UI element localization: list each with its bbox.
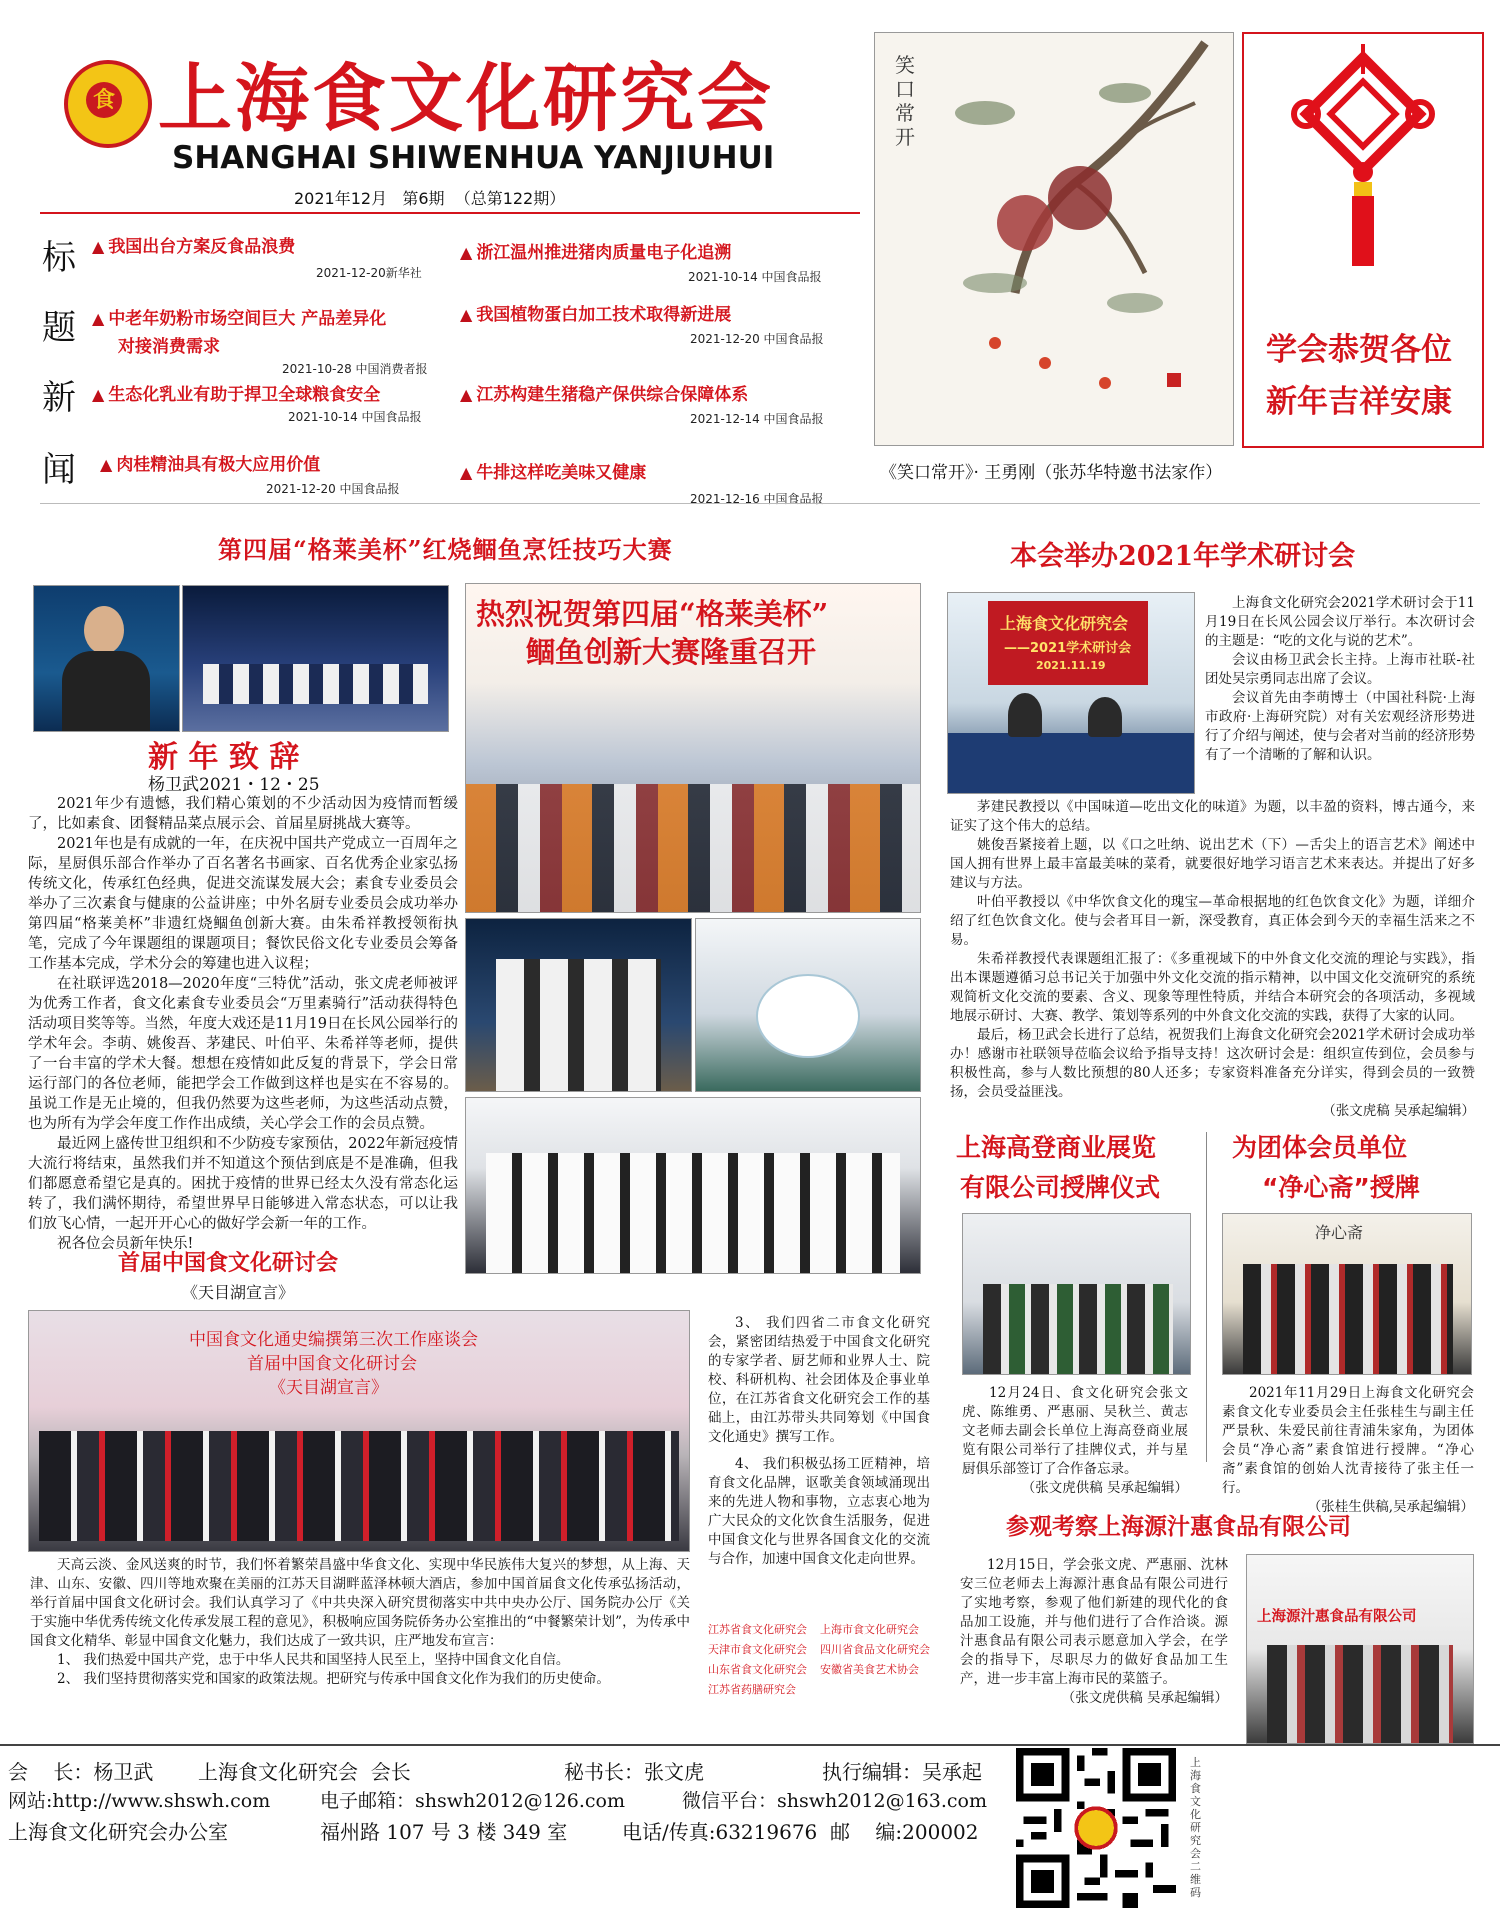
contest-group-photo — [465, 583, 921, 913]
signer: 山东省食文化研究会 — [708, 1663, 807, 1676]
chefs-photo — [465, 918, 692, 1092]
credit: （张文虎稿 吴承起编辑） — [1322, 1103, 1475, 1119]
painting-caption: 《笑口常开》· 王勇刚（张苏华特邀书法家作） — [880, 463, 1223, 483]
jingxin-photo — [1222, 1213, 1472, 1375]
yuanzhi-photo — [1246, 1554, 1474, 1744]
credit: （张文虎供稿 吴承起编辑） — [1061, 1690, 1228, 1706]
declaration-item: 3、 我们四省二市食文化研究会，紧密团结热爱于中国食文化研究的专家学者、厨艺师和业界人士、院校、科研机构、社会团体及企事业单位，在江苏省食文化研究会工作的基础上，由江苏带头共同筹划《中国食文化通史》撰写工作。 — [708, 1315, 930, 1445]
gaodeng-title — [956, 1128, 1160, 1204]
signer: 安徽省美食艺术协会 — [820, 1663, 919, 1676]
paragraph: 2021年也是有成就的一年，在庆祝中国共产党成立一百周年之际，星厨俱乐部合作举办了百名著名书画家、百名优秀企业家弘扬传统文化，传承红色经典，促进交流谋发展大会；素食专业委员会举办了三次素食与健康的公益讲座；中外名厨专业委员会成功举办第四届“格莱美杯”非遗红烧鲴鱼创新大赛。由朱希祥教授领衔执笔，完成了今年课题组的课题项目；餐饮民俗文化专业委员会筹备工作基本完成，学术分会的筹建也进入议程； — [28, 836, 458, 972]
speaker-photo — [33, 585, 180, 732]
credit: （张桂生供稿,吴承起编辑） — [1307, 1499, 1474, 1515]
paragraph: 叶伯平教授以《中华饮食文化的瑰宝—革命根据地的红色饮食文化》为题，详细介绍了红色饮食文化。使与会者耳目一新，深受教育，真正体会到今天的幸福生活来之不易。 — [950, 894, 1475, 948]
headline-link-cont[interactable]: 对接消费需求 — [118, 337, 220, 357]
headline-link[interactable]: ▲ 中老年奶粉市场空间巨大 产品差异化 — [92, 309, 387, 329]
paragraph: 最后，杨卫武会长进行了总结，祝贺我们上海食文化研究会2021学术研讨会成功举办！感谢市社联领导莅临会议给予指导支持！这次研讨会是：组织宣传到位，会员参与积极性高，参与人数比预想的80人还多；专家资料准备充分详实，得到会员的一致赞扬，会员受益匪浅。 — [950, 1027, 1475, 1100]
headline-link[interactable]: ▲ 牛排这样吃美味又健康 — [460, 463, 647, 483]
greeting-line1: 学会恭贺各位 — [1266, 332, 1452, 368]
signer: 江苏省药膳研究会 — [708, 1683, 796, 1696]
masthead-title: 上海食文化研究会 — [158, 56, 774, 142]
headline-source: 2021-10-14 中国食品报 — [288, 410, 422, 424]
footer-website[interactable]: 网站:http://www.shswh.com — [8, 1790, 271, 1812]
headline-side-char: 闻 — [42, 450, 76, 490]
gaodeng-title-line1: 上海高登商业展览 — [956, 1133, 1157, 1162]
paragraph: 姚俊吾紧接着上题，以《口之吐纳、说出艺术（下）—舌尖上的语言艺术》阐述中国人拥有世界上最丰富最美味的菜肴，就要很好地学习语言艺术来表达。并提出了好多建议与方法。 — [950, 837, 1475, 891]
jingxin-title — [1232, 1128, 1420, 1204]
seminar-first-banner-line2: 首届中国食文化研讨会 — [247, 1354, 417, 1374]
new-year-byline: 杨卫武2021・12・25 — [148, 775, 320, 795]
paragraph: 最近网上盛传世卫组织和不少防疫专家预估，2022年新冠疫情大流行将结束，虽然我们并不知道这个预估到底是不是准确，但我们都愿意希望它是真的。困扰于疫情的世界已经太久没有常态化运转了，我们满怀期待，希望世界早日能够进入常态状态，可以让我们放飞心情，一起开开心心的做好学会新一年的工作。 — [28, 1136, 458, 1232]
yuanzhi-title: 参观考察上海源汁惠食品有限公司 — [1006, 1513, 1351, 1540]
declaration-item: 1、 我们热爱中国共产党，忠于中华人民共和国坚持人民至上，坚持中国食文化自信。 — [57, 1652, 570, 1668]
chinese-knot-icon — [1288, 44, 1438, 274]
screen-subtitle: ——2021学术研讨会 — [1004, 641, 1132, 656]
new-year-title: 新 年 致 辞 — [148, 740, 300, 775]
screen-date: 2021.11.19 — [1036, 659, 1106, 672]
jingxin-title-line1: 为团体会员单位 — [1232, 1133, 1408, 1162]
contest-banner-line1: 热烈祝贺第四届“格莱美杯” — [476, 597, 829, 631]
issue-line: 2021年12月 第6期 （总第122期） — [294, 189, 566, 208]
seminar-first-title: 首届中国食文化研讨会 — [118, 1250, 339, 1276]
seminar-first-subtitle: 《天目湖宣言》 — [182, 1283, 295, 1302]
seminar-first-banner-line1: 中国食文化通史编撰第三次工作座谈会 — [189, 1330, 478, 1350]
headline-link[interactable]: ▲ 浙江温州推进猪肉质量电子化追溯 — [460, 243, 732, 263]
gaodeng-caption — [962, 1384, 1188, 1498]
signer-list — [708, 1620, 938, 1700]
paragraph: 12月15日，学会张文虎、严惠丽、沈林安三位老师去上海源汁惠食品有限公司进行了实地考察，参观了他们新建的现代化的食品加工设施，并与他们进行了合作洽谈。源汁惠食品有限公司表示愿意加入学会，在学会的指导下，尽职尽力的做好食品加工生产，进一步丰富上海市民的菜篮子。 — [960, 1557, 1228, 1687]
headline-source: 2021-12-20 中国食品报 — [690, 332, 824, 346]
headline-news — [0, 220, 870, 510]
headline-source: 2021-12-16 中国食品报 — [690, 492, 824, 506]
headline-link[interactable]: ▲ 生态化乳业有助于捍卫全球粮食安全 — [92, 385, 381, 405]
headline-source: 2021-12-14 中国食品报 — [690, 412, 824, 426]
new-year-text — [28, 794, 458, 1254]
headline-link[interactable]: ▲ 我国植物蛋白加工技术取得新进展 — [460, 305, 732, 325]
seminar-first-banner-line3: 《天目湖宣言》 — [269, 1378, 388, 1398]
paragraph: 茅建民教授以《中国味道—吃出文化的味道》为题，以丰盈的资料，博古通今，来证实了这个伟大的总结。 — [950, 799, 1475, 834]
seminar-2021-intro — [1205, 594, 1475, 765]
headline-side-char: 标 — [42, 238, 76, 278]
paragraph: 上海食文化研究会2021学术研讨会于11月19日在长风公园会议厅举行。本次研讨会的主题是：“吃的文化与说的艺术”。 — [1205, 595, 1475, 649]
paragraph: 朱希祥教授代表课题组汇报了：《多重视域下的中外食文化交流的理论与实践》，指出本课题遵循习总书记关于加强中外文化交流的指示精神，以中国文化交流研究的系统观简析文化交流的要素、含义、现象等理性特质，并结合本研究会的各项活动，多视域地展示研讨、大赛、教学、策划等系列的中外食文化交流的实践，获得了大家的认同。 — [950, 951, 1475, 1024]
headline-side-char: 题 — [42, 308, 76, 348]
gaodeng-photo — [962, 1213, 1191, 1375]
masthead — [0, 0, 870, 220]
qr-label: 上海食文化研究会二维码 — [1190, 1756, 1201, 1899]
seminar-first-photo — [28, 1310, 690, 1552]
paragraph: 会议首先由李萌博士（中国社科院·上海市政府·上海研究院）对有关宏观经济形势进行了介绍与阐述，使与会者对当前的经济形势有了一个清晰的了解和认识。 — [1205, 690, 1475, 763]
footer-president: 会 长：杨卫武 — [8, 1760, 154, 1784]
masthead-rule — [40, 212, 860, 214]
logo: 食 — [64, 60, 152, 148]
headline-source: 2021-12-20 中国食品报 — [266, 482, 400, 496]
award-stage-photo — [182, 585, 449, 732]
gaodeng-title-line2: 有限公司授牌仪式 — [960, 1173, 1161, 1202]
divider — [1206, 1132, 1207, 1462]
headline-source: 2021-10-28 中国消费者报 — [282, 362, 428, 376]
paragraph: 天高云淡、金风送爽的时节，我们怀着繁荣昌盛中华食文化、实现中华民族伟大复兴的梦想，从上海、天津、山东、安徽、四川等地欢聚在美丽的江苏天目湖畔蓝泽林顿大酒店，参加中国首届食文化传承弘扬活动，举行首届中国食文化研讨会。我们认真学习了《中共央深入研究贯彻落实中共中央办公厅、国务院办公厅《关于实施中华优秀传统文化传承发展工程的意见》，积极响应国务院侨务办公室推出的“中餐繁荣计划”，为传承中国食文化精华、彰显中国食文化魅力，我们达成了一致共识，庄严地发布宣言： — [30, 1557, 690, 1649]
paragraph: 12月24日、食文化研究会张文虎、陈维勇、严惠丽、吴秋兰、黄志文老师去副会长单位上海高登商业展览有限公司举行了挂牌仪式，并与星厨俱乐部签订了合作备忘录。 — [962, 1385, 1188, 1477]
headline-source: 2021-10-14 中国食品报 — [688, 270, 822, 284]
headline-link[interactable]: ▲ 肉桂精油具有极大应用价值 — [100, 455, 321, 475]
seminar-first-col2 — [708, 1314, 930, 1569]
jingxin-title-line2: “净心斋”授牌 — [1262, 1173, 1420, 1202]
signer: 天津市食文化研究会 — [708, 1643, 807, 1656]
credit: （张文虎供稿 吴承起编辑） — [1021, 1480, 1188, 1496]
yuanzhi-sign: 上海源汁惠食品有限公司 — [1257, 1609, 1417, 1625]
jingxin-sign: 净心斋 — [1315, 1223, 1364, 1242]
headline-link[interactable]: ▲ 我国出台方案反食品浪费 — [92, 237, 296, 257]
painting-panel — [874, 32, 1234, 446]
paragraph: 2021年11月29日上海食文化研究会素食文化专业委员会主任张桂生与副主任严景秋、朱爱民前往青浦朱家角，为团体会员“净心斋”素食馆进行授牌。“净心斋”素食馆的创始人沈青接待了张主任一行。 — [1222, 1385, 1474, 1496]
footer-office: 上海食文化研究会办公室 — [8, 1820, 228, 1844]
greeting-line2: 新年吉祥安康 — [1266, 384, 1452, 420]
signer: 四川省食品文化研究会 — [820, 1643, 930, 1656]
pomegranate-painting — [875, 33, 1233, 445]
paragraph: 在社联评选2018—2020年度“三特优”活动，张文虎老师被评为优秀工作者，食文化素食专业委员会“万里素骑行”活动获得特色活动项目奖等等。当然，年度大戏还是11月19日在长风公园举行的学术年会。李萌、姚俊吾、茅建民、叶伯平、朱希祥等老师，提供了一台丰富的学术大餐。想想在疫情如此反复的背景下，学会日常运行部门的各位老师，能把学会工作做到这样也是实在不容易的。虽说工作是无止境的，但我仍然要为这些老师，为这些活动点赞，也为所有为学会年度工作作出成绩，关心学会工作的会员点赞。 — [28, 976, 458, 1132]
seminar-2021-photo — [947, 592, 1195, 794]
declaration-item: 2、 我们坚持贯彻落实党和国家的政策法规。把研究与传承中国食文化作为我们的历史使命。 — [57, 1671, 610, 1687]
dish-photo — [695, 918, 921, 1092]
seminar-2021-title: 本会举办2021年学术研讨会 — [1010, 541, 1356, 572]
signer: 江苏省食文化研究会 — [708, 1623, 807, 1636]
jingxin-caption — [1222, 1384, 1474, 1517]
footer-email[interactable]: 电子邮箱：shswh2012@126.com — [320, 1790, 625, 1812]
contest-banner-line2: 鲴鱼创新大赛隆重召开 — [526, 635, 817, 669]
divider — [40, 503, 1480, 504]
painting-inscription: 笑口常开 — [895, 53, 915, 149]
qr-code-icon[interactable] — [1016, 1748, 1176, 1908]
footer-wechat[interactable]: 微信平台：shswh2012@163.com — [682, 1790, 987, 1812]
masthead-pinyin: SHANGHAI SHIWENHUA YANJIUHUI — [172, 140, 775, 176]
footer-phone: 电话/传真:63219676 邮 编:200002 — [622, 1820, 979, 1844]
headline-source: 2021-12-20新华社 — [316, 266, 422, 280]
seminar-first-text — [30, 1556, 690, 1689]
signer: 上海市食文化研究会 — [820, 1623, 919, 1636]
paragraph: 2021年少有遗憾，我们精心策划的不少活动因为疫情而暂缓了，比如素食、团餐精品菜点展示会、首届星厨挑战大赛等。 — [28, 796, 458, 832]
greeting-panel — [1242, 32, 1484, 448]
paragraph: 祝各位会员新年快乐! — [57, 1236, 194, 1252]
seminar-2021-text — [950, 798, 1475, 1121]
team-photo — [465, 1097, 921, 1274]
contest-title: 第四届“格莱美杯”红烧鲴鱼烹饪技巧大赛 — [218, 535, 673, 564]
declaration-item: 4、 我们积极弘扬工匠精神，培育食文化品牌，讴歌美食领域涌现出来的先进人物和事物，立志衷心地为广大民众的文化饮食生活服务，促进中国食文化与世界各国食文化的交流与合作，加速中国食文化走向世界。 — [708, 1456, 930, 1567]
screen-title: 上海食文化研究会 — [1000, 614, 1129, 633]
footer-org: 上海食文化研究会 会长 — [198, 1760, 411, 1784]
headline-link[interactable]: ▲ 江苏构建生猪稳产保供综合保障体系 — [460, 385, 749, 405]
paragraph: 会议由杨卫武会长主持。上海市社联-社团处吴宗勇同志出席了会议。 — [1205, 652, 1475, 687]
footer-rule — [0, 1744, 1500, 1746]
headline-side-char: 新 — [42, 378, 76, 418]
footer-address: 福州路 107 号 3 楼 349 室 — [320, 1820, 568, 1844]
footer-secretary: 秘书长：张文虎 — [564, 1760, 704, 1784]
yuanzhi-text — [960, 1556, 1228, 1708]
footer-editor: 执行编辑：吴承起 — [822, 1760, 982, 1784]
